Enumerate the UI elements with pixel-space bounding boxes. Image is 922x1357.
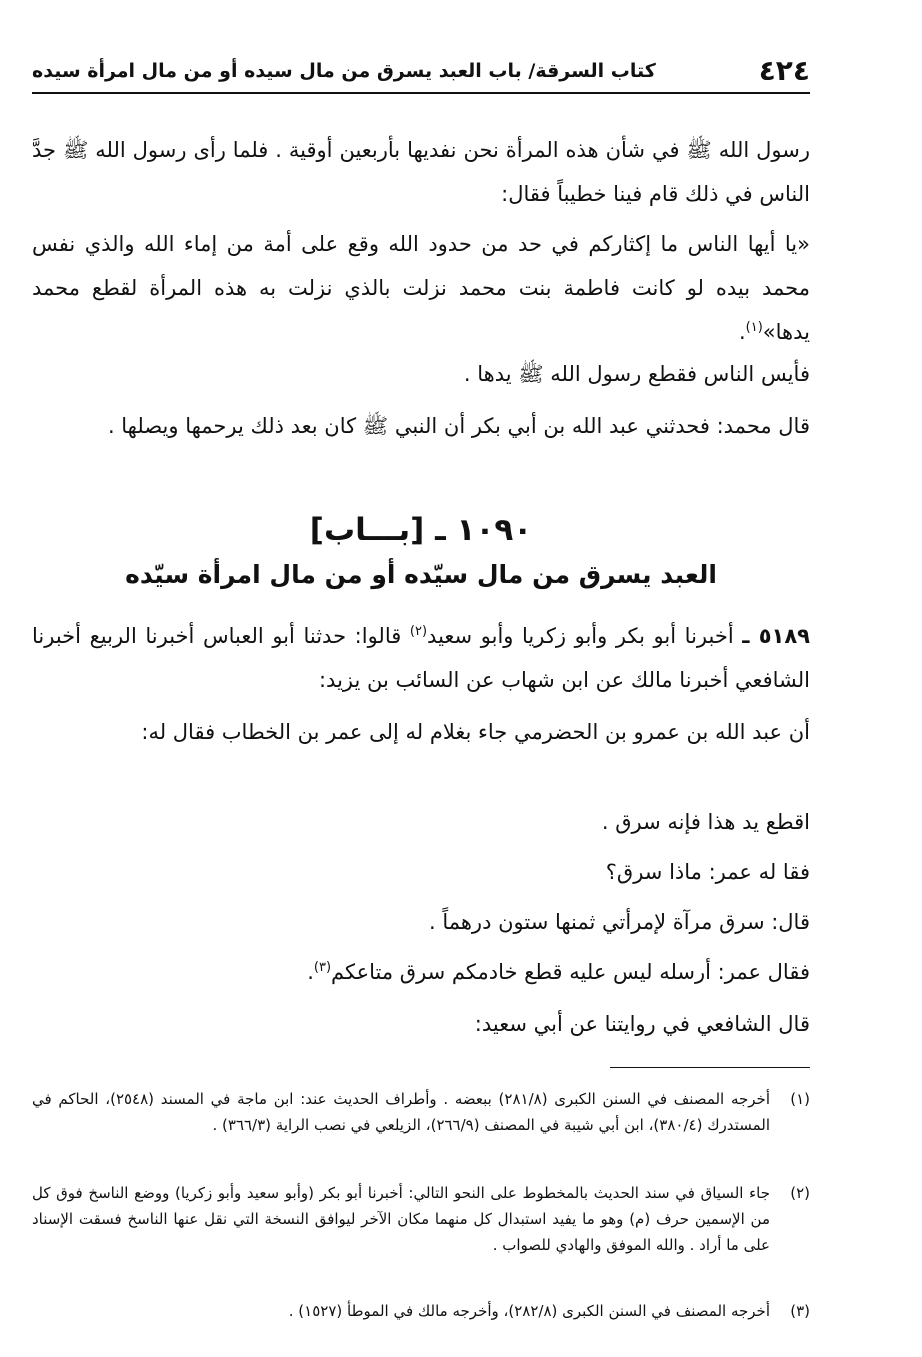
dialogue-line-4 [130,952,810,992]
dialogue-line-3: قال: سرق مرآة لإمرأتي ثمنها ستون درهماً . [428,910,810,934]
paragraph-2-end: . [738,320,746,344]
footnote-2-mark: (٢) [790,1184,810,1202]
footnote-3 [32,1298,810,1324]
dialogue-line-2: فقا له عمر: ماذا سرق؟ [605,860,810,884]
footnote-2-text: جاء السياق في سند الحديث بالمخطوط على النحو التالي: أخبرنا أبو بكر (وأبو سعيد وأبو زكريا) ووضع الناسخ فوق كل من الإسمين حرف (م) وهو ما يفيد استبدال كل منهما مكان الآخر ليوافق النسخة التي نقل عنها الناسخ فسقت الإسناد على ما أراد . والله الموفق والهادي للصواب . [32,1184,770,1254]
hadith-text-a: أخبرنا أبو بكر وأبو زكريا وأبو سعيد [427,624,734,648]
footnote-ref-2: (٢) [409,624,428,639]
dialogue-line-1: اقطع يد هذا فإنه سرق . [601,810,810,834]
footnote-3-text: أخرجه المصنف في السنن الكبرى (٢٨٢/٨)، وأخرجه مالك في الموطأ (١٥٢٧) . [288,1302,770,1320]
dialogue-line-4-text: فقال عمر: أرسله ليس عليه قطع خادمكم سرق متاعكم [331,960,810,984]
footnote-divider [610,1067,810,1068]
hadith-text-b: قالوا: حدثنا أبو العباس أخبرنا الربيع أخبرنا الشافعي أخبرنا مالك عن ابن شهاب عن السائب بن يزيد: [32,624,810,692]
dialogue-line-5: قال الشافعي في روايتنا عن أبي سعيد: [474,1012,810,1036]
footnote-3-mark: (٣) [790,1302,810,1320]
footnote-ref-3: (٣) [313,960,332,975]
paragraph-2 [32,222,810,354]
hadith-paragraph-2: أن عبد الله بن عمرو بن الحضرمي جاء بغلام له إلى عمر بن الخطاب فقال له: [141,720,810,744]
page-header [32,50,810,94]
chapter-number: ١٠٩٠ ـ [بـــاب] [309,512,533,548]
paragraph-4: قال محمد: فحدثني عبد الله بن أبي بكر أن النبي ﷺ كان بعد ذلك يرحمها ويصلها . [107,414,810,438]
paragraph-2-text: «يا أيها الناس ما إكثاركم في حد من حدود الله وقع على أمة من إماء الله والذي نفس محمد بيده لو كانت فاطمة بنت محمد نزلت بالذي نزلت به هذه المرأة لقطع محمد يدها» [32,232,810,344]
footnote-2 [32,1180,810,1258]
footnote-1 [32,1086,810,1138]
footnote-1-text: أخرجه المصنف في السنن الكبرى (٢٨١/٨) ببعضه . وأطراف الحديث عند: ابن ماجة في المسند (٢٥٤٨)، الحاكم في المستدرك (٣٨٠/٤)، ابن أبي شيبة في المصنف (٢٦٦/٩)، الزيلعي في نصب الراية (٣٦٦/٣) . [32,1090,770,1134]
page-number: ٤٢٤ [758,54,810,87]
footnote-1-mark: (١) [790,1090,810,1108]
paragraph-3: فأيس الناس فقطع رسول الله ﷺ يدها . [463,362,810,386]
chapter-title: العبد يسرق من مال سيّده أو من مال امرأة سيّده [125,560,717,589]
hadith-paragraph [32,614,810,702]
paragraph-1: رسول الله ﷺ في شأن هذه المرأة نحن نفديها بأربعين أوقية . فلما رأى رسول الله ﷺ جدَّ الناس في ذلك قام فينا خطيباً فقال: [32,138,810,206]
running-title: كتاب السرقة/ باب العبد يسرق من مال سيده أو من مال امرأة سيده [32,60,656,82]
dialogue-line-4-end: . [307,960,314,984]
footnote-ref-1: (١) [745,320,763,335]
hadith-number: ٥١٨٩ ـ [742,624,811,648]
